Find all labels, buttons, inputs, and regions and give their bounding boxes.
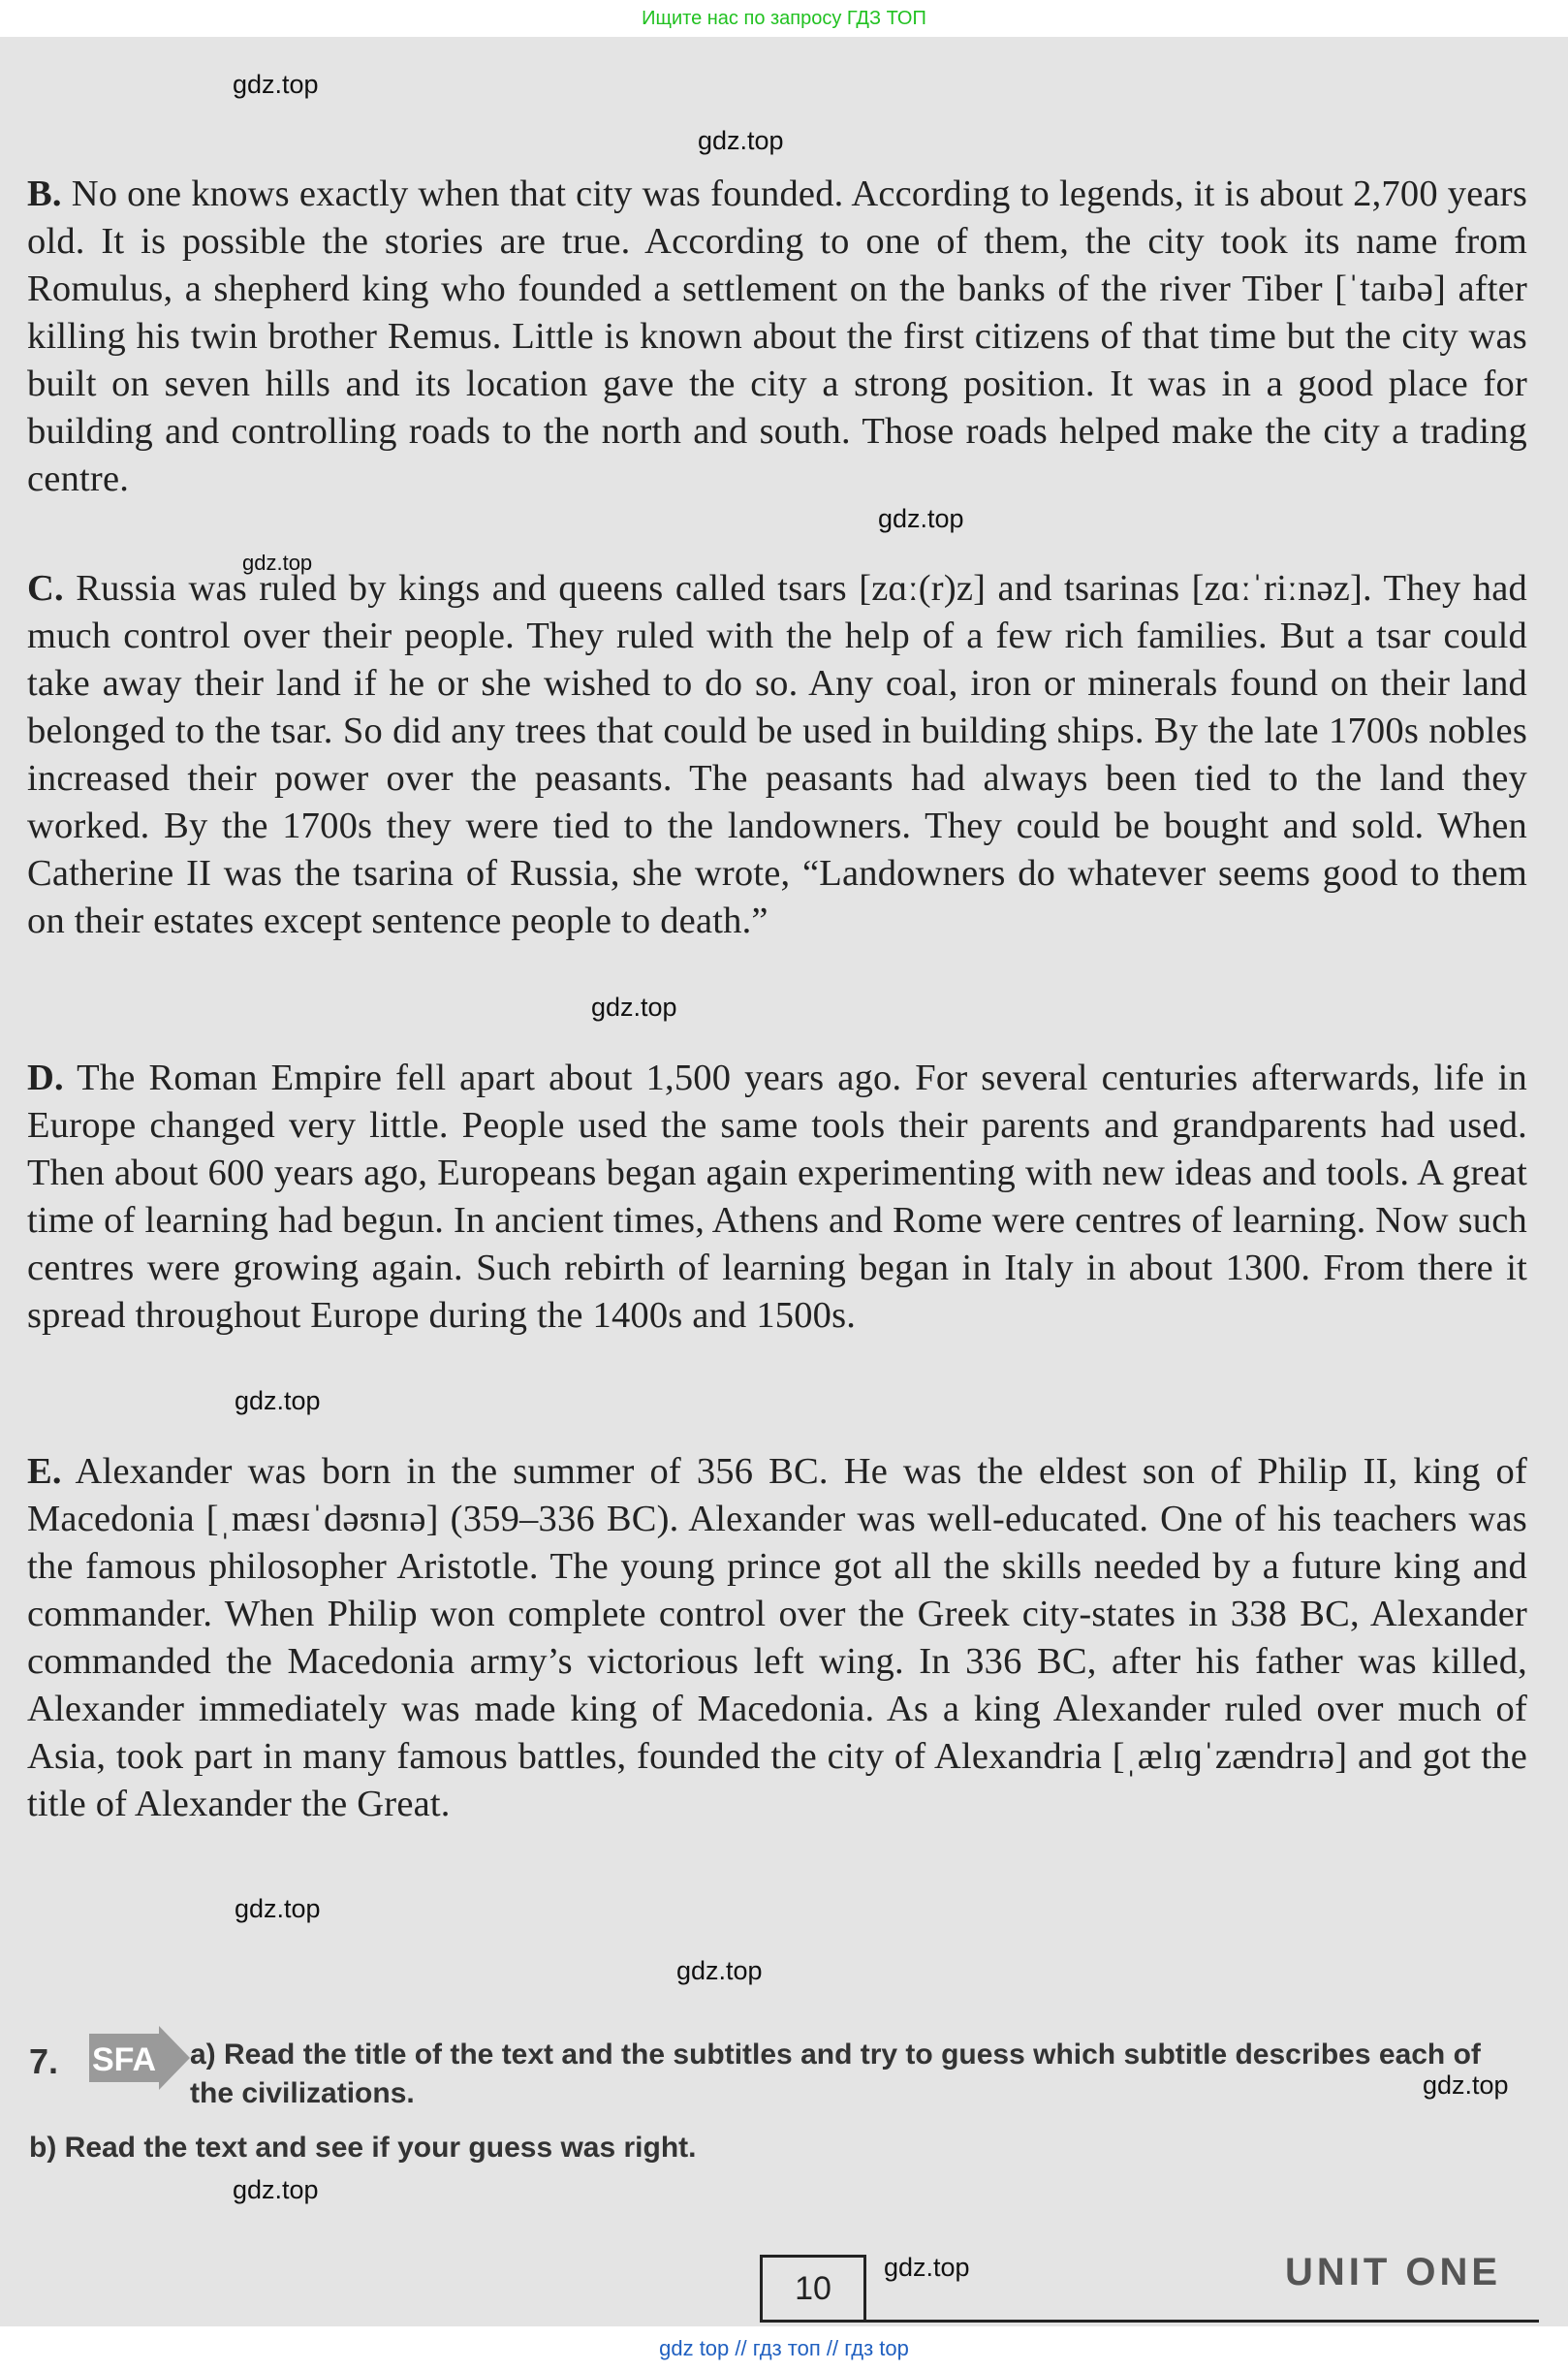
watermark: gdz.top <box>235 1894 321 1923</box>
watermark: gdz.top <box>878 504 964 533</box>
paragraph-c <box>27 565 1527 945</box>
paragraph-d <box>27 1055 1527 1340</box>
paragraph-text: Russia was ruled by kings and queens called tsars [zɑː(r)z] and tsarinas [zɑːˈriːnəz]. They had much control over their people. They ruled with the help of a few rich families. But a tsar could take away their land if he or she wished to do so. Any coal, iron or minerals found on their land belonged to the tsar. So did any trees that could be used in building ships. By the late 1700s nobles increased their power over the peasants. The peasants had always been tied to the land they worked. By the 1700s they were tied to the landowners. They could be bought and sold. When Catherine II was the tsarina of Russia, she wrote, “Landowners do whatever seems good to them on their estates except sentence people to death.” <box>27 568 1527 941</box>
paragraph-letter: C. <box>27 568 64 609</box>
paragraph-text: The Roman Empire fell apart about 1,500 years ago. For several centuries afterwards, life in Europe changed very little. People used the same tools their parents and grandparents had used. Then about 600 years ago, Europeans began again experimenting with new ideas and tools. A great time of learning had begun. In ancient times, Athens and Rome were centres of learning. Now such centres were growing again. Such rebirth of learning began in Italy in about 1300. From there it spread throughout Europe during the 1400s and 1500s. <box>27 1058 1527 1336</box>
task-b: b) Read the text and see if your guess was right. <box>29 2132 697 2164</box>
paragraph-letter: E. <box>27 1451 62 1492</box>
paragraph-text: No one knows exactly when that city was founded. According to legends, it is about 2,700 years old. It is possible the stories are true. According to one of them, the city took its name from Romulus, a shepherd king who founded a settlement on the banks of the river Tiber [ˈtaɪbə] after killing his twin brother Remus. Little is known about the first citizens of that time but the city was built on seven hills and its location gave the city a strong position. It was in a good place for building and controlling roads to the north and south. Those roads helped make the city a trading centre. <box>27 174 1527 499</box>
footer-rule <box>866 2320 1539 2323</box>
exercise-number: 7. <box>29 2041 59 2081</box>
paragraph-letter: B. <box>27 174 62 214</box>
watermark: gdz.top <box>233 2175 319 2204</box>
paragraph-text: Alexander was born in the summer of 356 BC. He was the eldest son of Philip II, king of Macedonia [ˌmæsɪˈdəʊnɪə] (359–336 BC). Alexander was well-educated. One of his teachers was the famous philosopher Aristotle. The young prince got all the skills needed by a future king and commander. When Philip won complete control over the Greek city-states in 338 BC, Alexander commanded the Macedonia army’s victorious left wing. In 336 BC, after his father was killed, Alexander immediately was made king of Macedonia. As a king Alexander ruled over much of Asia, took part in many famous battles, founded the city of Alexandria [ˌælɪɡˈzændrɪə] and got the title of Alexander the Great. <box>27 1451 1527 1824</box>
footer-links[interactable]: gdz top // гдз топ // гдз top <box>0 2326 1568 2371</box>
paragraph-b <box>27 171 1527 503</box>
watermark: gdz.top <box>1423 2071 1509 2100</box>
task-a-text: a) Read the title of the text and the subtitles and try to guess which subtitle describes each of the civilizations. <box>190 2039 1481 2109</box>
watermark: gdz.top <box>235 1386 321 1415</box>
watermark: gdz.top <box>242 551 313 575</box>
watermark: gdz.top <box>591 993 677 1022</box>
watermark: gdz.top <box>884 2253 970 2282</box>
top-banner[interactable]: Ищите нас по запросу ГДЗ ТОП <box>642 8 926 29</box>
paragraph-letter: D. <box>27 1058 64 1098</box>
sfa-arrow-icon <box>85 2026 192 2090</box>
watermark: gdz.top <box>698 126 784 155</box>
unit-label: UNIT ONE <box>1285 2251 1502 2293</box>
watermark: gdz.top <box>676 1956 763 1985</box>
task-a <box>190 2036 1529 2113</box>
paragraph-e <box>27 1448 1527 1828</box>
sfa-badge-label: SFA <box>91 2041 157 2078</box>
textbook-page <box>0 37 1568 2326</box>
watermark: gdz.top <box>233 70 319 99</box>
page-number: 10 <box>795 2269 831 2307</box>
page-number-box <box>760 2255 866 2323</box>
